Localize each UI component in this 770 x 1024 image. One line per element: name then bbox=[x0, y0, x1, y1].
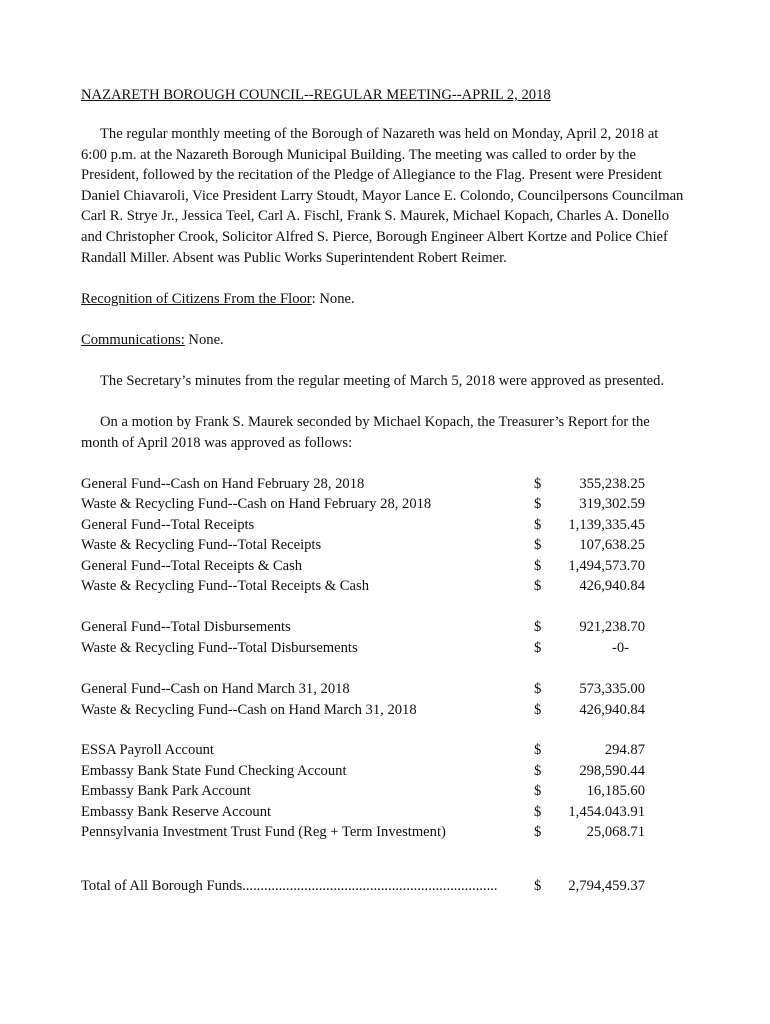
ledger-amount: 319,302.59 bbox=[579, 496, 645, 512]
ledger-amount: 355,238.25 bbox=[579, 476, 645, 492]
ledger-amount: 298,590.44 bbox=[579, 763, 645, 779]
ledger-label: General Fund--Cash on Hand February 28, 2018 bbox=[81, 476, 365, 492]
dollar-sign: $ bbox=[534, 742, 542, 758]
dollar-sign: $ bbox=[534, 878, 542, 894]
motion-paragraph: On a motion by Frank S. Maurek seconded by Michael Kopach, the Treasurer’s Report for the month of April 2018 was approved as follows: bbox=[81, 414, 650, 451]
ledger-amount: 1,139,335.45 bbox=[568, 517, 645, 533]
ledger-label: ESSA Payroll Account bbox=[81, 742, 214, 758]
total-row bbox=[81, 876, 647, 896]
total-label: Total of All Borough Funds...................................................................... bbox=[81, 878, 498, 894]
ledger-row bbox=[81, 617, 647, 637]
intro-paragraph: The regular monthly meeting of the Borough of Nazareth was held on Monday, April 2, 2018 at 6:00 p.m. at the Nazareth Borough Municipal Building. The meeting was called to order by the President, followed by the recitation of the Pledge of Allegiance to the Flag. Present were President Daniel Chiavaroli, Vice President Larry Stoudt, Mayor Lance E. Colondo, Councilpersons Councilman Carl R. Strye Jr., Jessica Teel, Carl A. Fischl, Frank S. Maurek, Michael Kopach, Charles A. Donello and Christopher Crook, Solicitor Alfred S. Pierce, Borough Engineer Albert Kortze and Police Chief Randall Miller. Absent was Public Works Superintendent Robert Reimer. bbox=[81, 126, 684, 266]
ledger-amount: 1,494,573.70 bbox=[568, 558, 645, 574]
communications-text: None. bbox=[184, 332, 224, 348]
total-amount: 2,794,459.37 bbox=[568, 878, 645, 894]
ledger-row bbox=[81, 679, 647, 699]
ledger-amount: 426,940.84 bbox=[579, 578, 645, 594]
recognition-heading: Recognition of Citizens From the Floor bbox=[81, 291, 312, 307]
ledger-amount: 921,238.70 bbox=[579, 619, 645, 635]
communications-line bbox=[81, 330, 224, 350]
ledger-row bbox=[81, 638, 647, 658]
ledger-amount: 16,185.60 bbox=[586, 783, 645, 799]
ledger-label: General Fund--Cash on Hand March 31, 2018 bbox=[81, 681, 350, 697]
ledger-label: Embassy Bank Reserve Account bbox=[81, 804, 272, 820]
dollar-sign: $ bbox=[534, 702, 542, 718]
ledger-label: Waste & Recycling Fund--Total Receipts & Cash bbox=[81, 578, 369, 594]
dollar-sign: $ bbox=[534, 804, 542, 820]
ledger-label: Waste & Recycling Fund--Cash on Hand February 28, 2018 bbox=[81, 496, 432, 512]
ledger-amount: 1,454.043.91 bbox=[568, 804, 645, 820]
dollar-sign: $ bbox=[534, 578, 542, 594]
ledger-row bbox=[81, 740, 647, 760]
dollar-sign: $ bbox=[534, 476, 542, 492]
ledger-amount: 25,068.71 bbox=[586, 824, 645, 840]
recognition-text: : None. bbox=[311, 291, 355, 307]
ledger-row bbox=[81, 556, 647, 576]
dollar-sign: $ bbox=[534, 537, 542, 553]
dollar-sign: $ bbox=[534, 640, 542, 656]
ledger-label: Waste & Recycling Fund--Cash on Hand March 31, 2018 bbox=[81, 702, 417, 718]
ledger-label: Embassy Bank State Fund Checking Account bbox=[81, 763, 347, 779]
ledger-amount: 294.87 bbox=[604, 742, 645, 758]
minutes-paragraph: The Secretary’s minutes from the regular meeting of March 5, 2018 were approved as presented. bbox=[100, 373, 665, 389]
ledger-label: General Fund--Total Receipts bbox=[81, 517, 255, 533]
dollar-sign: $ bbox=[534, 619, 542, 635]
ledger-label: General Fund--Total Receipts & Cash bbox=[81, 558, 303, 574]
dollar-sign: $ bbox=[534, 681, 542, 697]
ledger-amount: 573,335.00 bbox=[579, 681, 645, 697]
dollar-sign: $ bbox=[534, 824, 542, 840]
ledger-row bbox=[81, 802, 647, 822]
ledger-amount: 426,940.84 bbox=[579, 702, 645, 718]
ledger-row bbox=[81, 822, 647, 842]
ledger-row bbox=[81, 515, 647, 535]
dollar-sign: $ bbox=[534, 558, 542, 574]
ledger-label: Pennsylvania Investment Trust Fund (Reg + Term Investment) bbox=[81, 824, 446, 840]
dollar-sign: $ bbox=[534, 517, 542, 533]
communications-heading: Communications: bbox=[81, 332, 185, 348]
dollar-sign: $ bbox=[534, 496, 542, 512]
dollar-sign: $ bbox=[534, 783, 542, 799]
dollar-sign: $ bbox=[534, 763, 542, 779]
ledger-row bbox=[81, 535, 647, 555]
ledger-row bbox=[81, 761, 647, 781]
ledger-row bbox=[81, 494, 647, 514]
ledger-label: General Fund--Total Disbursements bbox=[81, 619, 291, 635]
ledger-row bbox=[81, 576, 647, 596]
recognition-line bbox=[81, 289, 355, 309]
document-title: NAZARETH BOROUGH COUNCIL--REGULAR MEETING--APRIL 2, 2018 bbox=[81, 87, 551, 103]
ledger-label: Embassy Bank Park Account bbox=[81, 783, 251, 799]
ledger-row bbox=[81, 700, 647, 720]
ledger-amount: -0- bbox=[611, 640, 629, 656]
ledger-amount: 107,638.25 bbox=[579, 537, 645, 553]
ledger-label: Waste & Recycling Fund--Total Receipts bbox=[81, 537, 322, 553]
ledger-label: Waste & Recycling Fund--Total Disbursements bbox=[81, 640, 358, 656]
ledger-row bbox=[81, 474, 647, 494]
ledger-row bbox=[81, 781, 647, 801]
